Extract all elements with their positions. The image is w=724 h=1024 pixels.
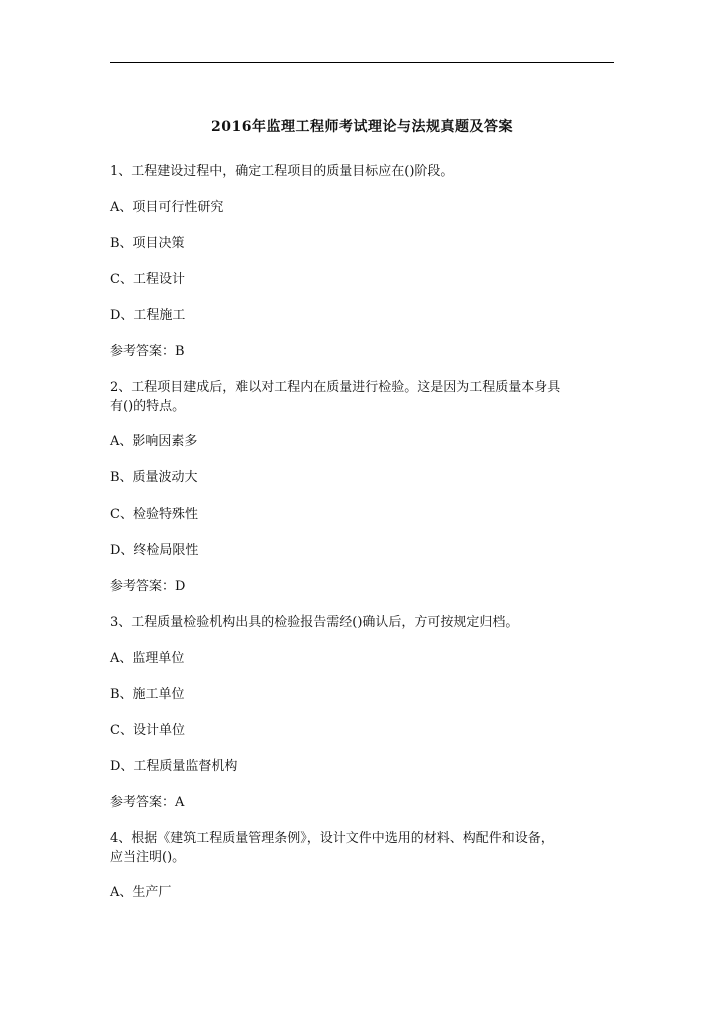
header-rule bbox=[110, 62, 614, 63]
question-3: 3、工程质量检验机构出具的检验报告需经()确认后，方可按规定归档。 bbox=[110, 615, 519, 630]
q4-option-a: A、生产厂 bbox=[110, 885, 172, 900]
q1-option-c: C、工程设计 bbox=[110, 272, 185, 287]
q2-option-d: D、终检局限性 bbox=[110, 543, 199, 558]
q3-option-d: D、工程质量监督机构 bbox=[110, 759, 238, 774]
q2-option-b: B、质量波动大 bbox=[110, 470, 198, 485]
q1-option-b: B、项目决策 bbox=[110, 236, 185, 251]
q3-option-a: A、监理单位 bbox=[110, 651, 185, 666]
question-1: 1、工程建设过程中，确定工程项目的质量目标应在()阶段。 bbox=[110, 164, 454, 179]
q1-option-a: A、项目可行性研究 bbox=[110, 200, 224, 215]
q1-answer: 参考答案：B bbox=[110, 344, 185, 359]
q2-option-c: C、检验特殊性 bbox=[110, 507, 198, 522]
q3-option-b: B、施工单位 bbox=[110, 687, 185, 702]
q3-option-c: C、设计单位 bbox=[110, 723, 185, 738]
q3-answer: 参考答案：A bbox=[110, 795, 185, 810]
question-2-line-2: 有()的特点。 bbox=[110, 399, 186, 414]
q2-answer: 参考答案：D bbox=[110, 579, 186, 594]
document-title: 2016年监理工程师考试理论与法规真题及答案 bbox=[211, 119, 513, 135]
question-4-line-1: 4、根据《建筑工程质量管理条例》，设计文件中选用的材料、构配件和设备， bbox=[110, 831, 554, 846]
question-2-line-1: 2、工程项目建成后，难以对工程内在质量进行检验。这是因为工程质量本身具 bbox=[110, 380, 561, 395]
question-4-line-2: 应当注明()。 bbox=[110, 850, 186, 865]
q2-option-a: A、影响因素多 bbox=[110, 434, 198, 449]
q1-option-d: D、工程施工 bbox=[110, 308, 186, 323]
